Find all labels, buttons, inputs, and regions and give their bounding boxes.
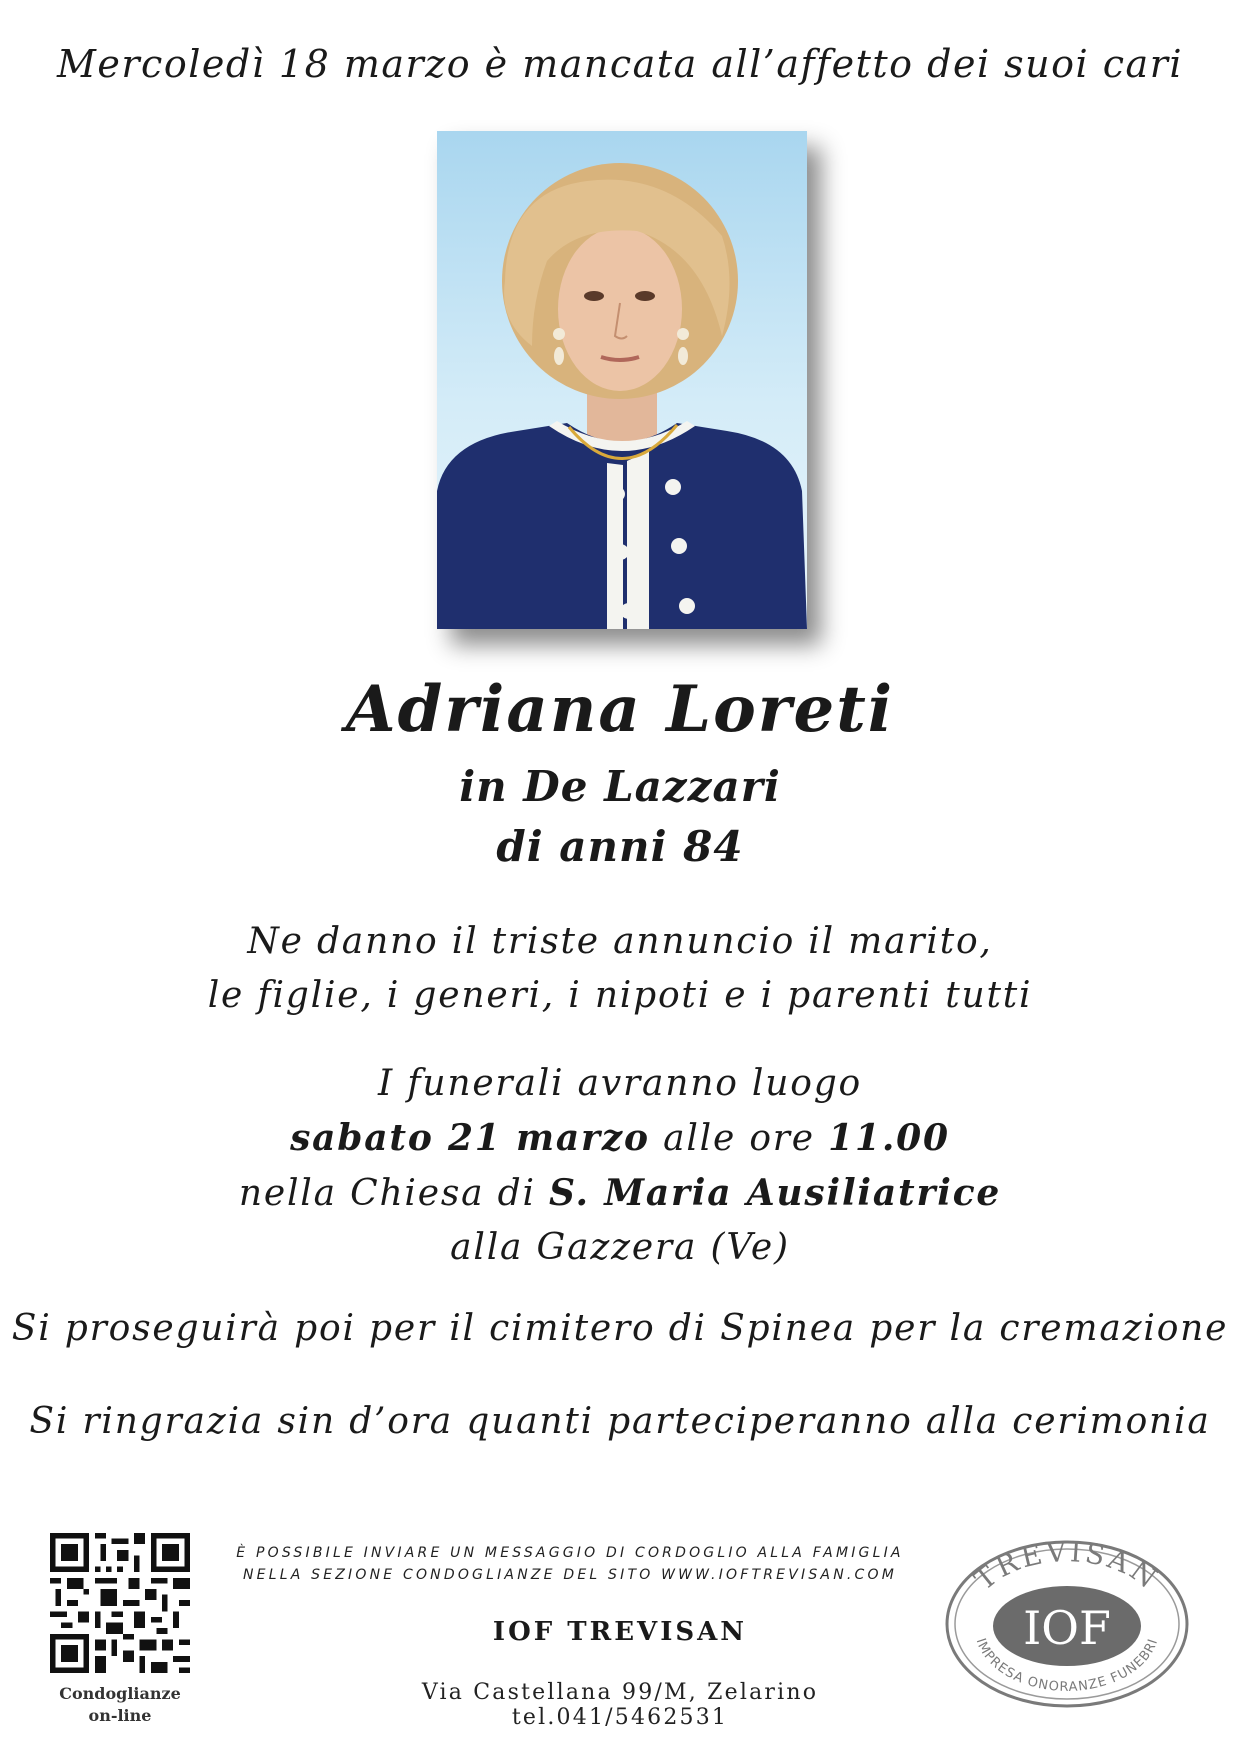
- funeral-intro: I funerali avranno luogo: [377, 1063, 863, 1104]
- deceased-name: Adriana Loreti: [345, 672, 895, 747]
- announcement-line-2: le figlie, i generi, i nipoti e i parenti tutti: [207, 975, 1033, 1016]
- qr-code[interactable]: [50, 1533, 190, 1673]
- funeral-date-time: [0, 1111, 1240, 1166]
- announcement-line-1: Ne danno il triste annuncio il marito,: [247, 921, 993, 962]
- thanks-text: Si ringrazia sin d’ora quanti parteciperanno alla cerimonia: [29, 1401, 1211, 1442]
- funeral-church-line: [0, 1166, 1240, 1221]
- logo-bottom-text: IMPRESA ONORANZE FUNEBRI: [972, 1636, 1162, 1695]
- funeral-details: [0, 1057, 1240, 1275]
- married-name: in De Lazzari: [459, 762, 781, 811]
- cremation-text: Si proseguirà poi per il cimitero di Spinea per la cremazione: [11, 1308, 1229, 1349]
- headline: Mercoledì 18 marzo è mancata all’affetto dei suoi cari: [56, 42, 1184, 86]
- funeral-location: alla Gazzera (Ve): [450, 1227, 790, 1268]
- company-name: IOF TREVISAN: [492, 1617, 748, 1647]
- portrait-photo: [437, 131, 807, 629]
- logo-top-text: TREVISAN: [968, 1538, 1166, 1597]
- funeral-time-prefix: alle ore: [649, 1118, 829, 1159]
- company-address: Via Castellana 99/M, Zelarino tel.041/5462531: [421, 1680, 819, 1730]
- church-name: S. Maria Ausiliatrice: [549, 1172, 1002, 1214]
- qr-label-line-1: Condoglianze: [59, 1684, 181, 1703]
- qr-label-line-2: on-line: [88, 1706, 152, 1725]
- church-prefix: nella Chiesa di: [238, 1173, 550, 1214]
- condolence-notice: [230, 1542, 910, 1586]
- announcement-text: [0, 915, 1240, 1023]
- company-logo: [942, 1538, 1192, 1710]
- logo-center-text: IOF: [1023, 1601, 1111, 1655]
- condolence-line-1: È POSSIBILE INVIARE UN MESSAGGIO DI CORDOGLIO ALLA FAMIGLIA: [236, 1545, 904, 1561]
- qr-label: [40, 1683, 200, 1727]
- funeral-date: sabato 21 marzo: [290, 1117, 650, 1159]
- condolence-line-2: NELLA SEZIONE CONDOGLIANZE DEL SITO WWW.IOFTREVISAN.COM: [242, 1567, 897, 1583]
- deceased-age: di anni 84: [496, 822, 744, 871]
- funeral-time: 11.00: [828, 1117, 950, 1159]
